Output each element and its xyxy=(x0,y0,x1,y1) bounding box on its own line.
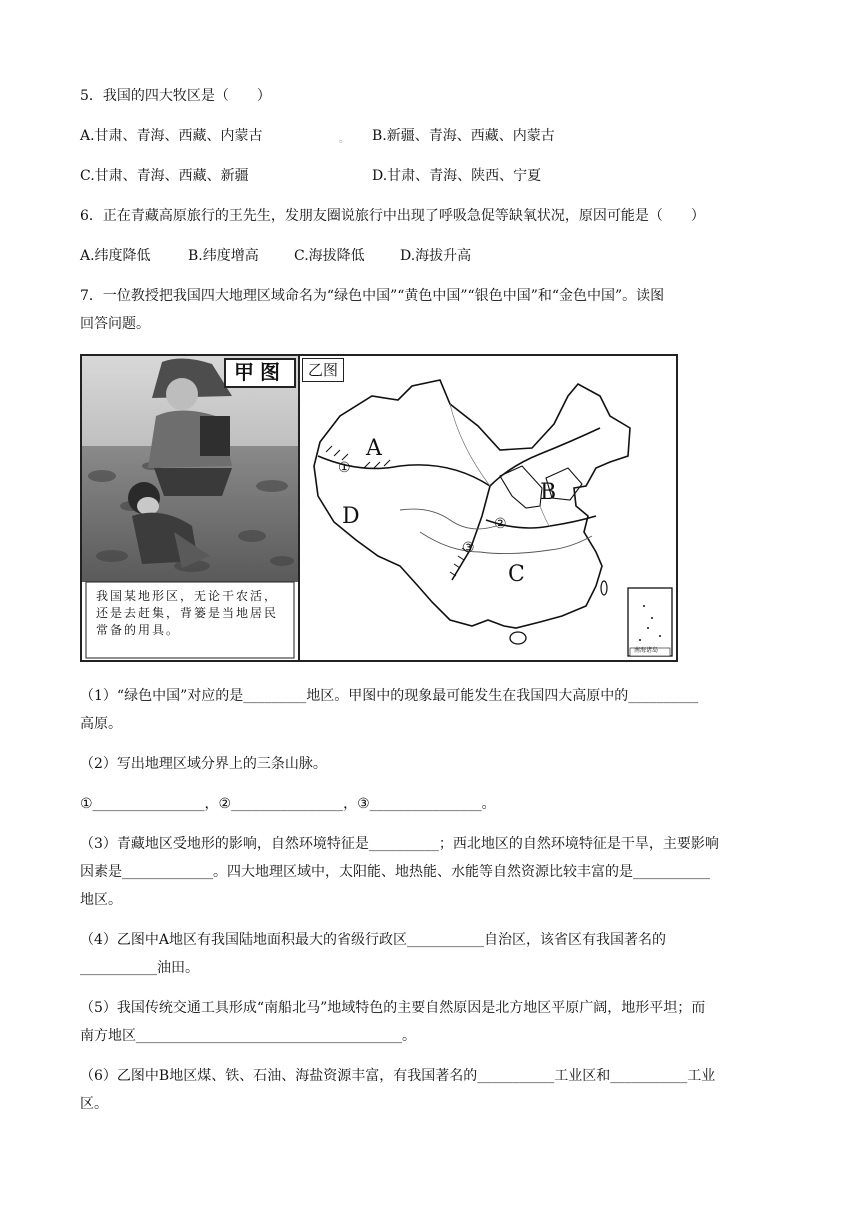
s5-line1: （5）我国传统交通工具形成“南船北马”地域特色的主要自然原因是北方地区平原广阔，地形平坦；而 xyxy=(80,1000,706,1016)
yi-title: 乙图 xyxy=(302,358,344,382)
q5-stem: 5．我国的四大牧区是（ ） xyxy=(80,88,271,104)
s4-line1: （4）乙图中A地区有我国陆地面积最大的省级行政区___________自治区，该省区有我国著名的 xyxy=(80,932,667,948)
q6-option-d: D.海拔升高 xyxy=(400,248,472,264)
s4-line2: ___________油田。 xyxy=(80,960,199,976)
region-label-a: A xyxy=(366,436,382,461)
q6-option-b: B.纬度增高 xyxy=(188,248,259,264)
q6-option-c: C.海拔降低 xyxy=(294,248,365,264)
s2-line1: （2）写出地理区域分界上的三条山脉。 xyxy=(80,756,327,772)
q6-option-a: A.纬度降低 xyxy=(80,248,151,264)
china-outline xyxy=(314,380,630,628)
s5-line2: 南方地区______________________________________。 xyxy=(80,1028,416,1044)
marker-3: ③ xyxy=(462,540,475,556)
q5-option-d: D.甘肃、青海、陕西、宁夏 xyxy=(372,168,542,184)
s6-line2: 区。 xyxy=(80,1096,108,1112)
q5-option-c: C.甘肃、青海、西藏、新疆 xyxy=(80,168,249,184)
yi-map-panel xyxy=(300,356,676,660)
region-label-c: C xyxy=(508,562,525,587)
s2-line2: ①________________，②________________，③________________。 xyxy=(80,796,496,812)
s6-line1: （6）乙图中B地区煤、铁、石油、海盐资源丰富，有我国著名的___________工业区和___________工业 xyxy=(80,1068,716,1084)
s1-line1: （1）“绿色中国”对应的是_________地区。甲图中的现象最可能发生在我国四大高原中的__________ xyxy=(80,688,699,704)
jia-title: 甲图 xyxy=(224,358,296,388)
s3-line3: 地区。 xyxy=(80,892,122,908)
marker-2: ② xyxy=(494,516,507,532)
q7-stem-line2: 回答问题。 xyxy=(80,316,150,332)
region-label-d: D xyxy=(342,504,360,529)
marker-1: ① xyxy=(338,460,351,476)
figure-panel xyxy=(80,354,678,662)
s1-line2: 高原。 xyxy=(80,716,122,732)
jia-caption: 我国某地形区，无论干农活，还是去赶集，背篓是当地居民常备的用具。 xyxy=(96,589,279,637)
q7-stem-line1: 7．一位教授把我国四大地理区域命名为“绿色中国”“黄色中国”“银色中国”和“金色中国”。读图 xyxy=(80,288,665,304)
s3-line2: 因素是_____________。四大地理区域中，太阳能、地热能、水能等自然资源比较丰富的是___________ xyxy=(80,864,710,880)
s3-line1: （3）青藏地区受地形的影响，自然环境特征是__________；西北地区的自然环境特征是干旱，主要影响 xyxy=(80,836,719,852)
jia-photo-panel xyxy=(82,356,300,660)
inset-label: 南海诸岛 xyxy=(634,647,659,654)
q6-stem: 6．正在青藏高原旅行的王先生，发朋友圈说旅行中出现了呼吸急促等缺氧状况，原因可能是（ ） xyxy=(80,208,705,224)
q5-option-b: B.新疆、青海、西藏、内蒙古 xyxy=(372,128,555,144)
stray-dot: 。 xyxy=(339,134,349,145)
region-label-b: B xyxy=(540,480,557,505)
q5-option-a: A.甘肃、青海、西藏、内蒙古 xyxy=(80,128,263,144)
